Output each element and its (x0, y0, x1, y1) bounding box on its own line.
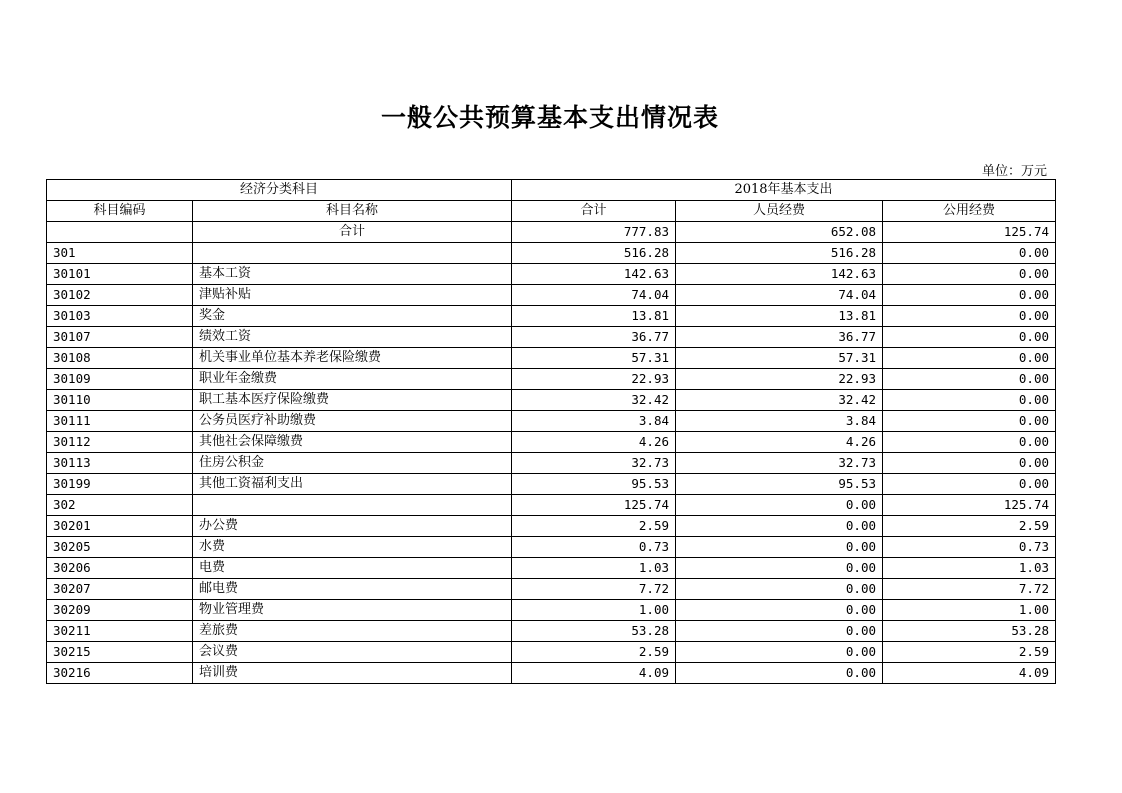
cell-public: 0.00 (883, 348, 1056, 369)
cell-public: 0.00 (883, 453, 1056, 474)
cell-public: 1.03 (883, 558, 1056, 579)
cell-code: 30206 (47, 558, 193, 579)
cell-personnel: 0.00 (676, 537, 883, 558)
cell-total: 57.31 (512, 348, 676, 369)
cell-name: 职业年金缴费 (193, 369, 512, 390)
cell-total: 142.63 (512, 264, 676, 285)
table-row (47, 495, 1056, 516)
cell-total: 125.74 (512, 495, 676, 516)
cell-name: 职工基本医疗保险缴费 (193, 390, 512, 411)
table-row (47, 516, 1056, 537)
header-group-row (47, 180, 1056, 201)
cell-code: 30101 (47, 264, 193, 285)
table-row (47, 411, 1056, 432)
total-row (47, 222, 1056, 243)
total-row-label: 合计 (193, 222, 512, 243)
cell-total: 0.73 (512, 537, 676, 558)
page-title: 一般公共预算基本支出情况表 (380, 103, 719, 132)
cell-code: 30211 (47, 621, 193, 642)
cell-personnel: 0.00 (676, 579, 883, 600)
table-row (47, 432, 1056, 453)
cell-personnel: 13.81 (676, 306, 883, 327)
cell-public: 0.00 (883, 306, 1056, 327)
cell-total: 74.04 (512, 285, 676, 306)
cell-public: 0.00 (883, 432, 1056, 453)
cell-name: 会议费 (193, 642, 512, 663)
table-row (47, 327, 1056, 348)
cell-public: 0.73 (883, 537, 1056, 558)
cell-name: 基本工资 (193, 264, 512, 285)
cell-public: 0.00 (883, 243, 1056, 264)
cell-public: 53.28 (883, 621, 1056, 642)
cell-name: 绩效工资 (193, 327, 512, 348)
cell-code: 30113 (47, 453, 193, 474)
cell-public: 2.59 (883, 642, 1056, 663)
cell-code: 30199 (47, 474, 193, 495)
cell-code: 301 (47, 243, 193, 264)
cell-total: 32.42 (512, 390, 676, 411)
header-public: 公用经费 (883, 201, 1056, 222)
cell-name: 奖金 (193, 306, 512, 327)
cell-code: 30215 (47, 642, 193, 663)
cell-name: 差旅费 (193, 621, 512, 642)
header-code: 科目编码 (47, 201, 193, 222)
table-row (47, 558, 1056, 579)
table-row (47, 642, 1056, 663)
cell-personnel: 95.53 (676, 474, 883, 495)
cell-public: 0.00 (883, 474, 1056, 495)
cell-code: 30108 (47, 348, 193, 369)
cell-name: 公务员医疗补助缴费 (193, 411, 512, 432)
cell-name: 住房公积金 (193, 453, 512, 474)
cell-code: 30103 (47, 306, 193, 327)
cell-public: 7.72 (883, 579, 1056, 600)
cell-public: 125.74 (883, 495, 1056, 516)
table-row (47, 285, 1056, 306)
cell-code: 30111 (47, 411, 193, 432)
cell-personnel: 74.04 (676, 285, 883, 306)
header-column-row (47, 201, 1056, 222)
cell-code: 30207 (47, 579, 193, 600)
cell-code: 30209 (47, 600, 193, 621)
header-2018-basic-expenditure: 2018年基本支出 (512, 180, 1056, 201)
table-row (47, 264, 1056, 285)
cell-name: 水费 (193, 537, 512, 558)
table-row (47, 537, 1056, 558)
table-row (47, 453, 1056, 474)
cell-code: 30205 (47, 537, 193, 558)
table-row (47, 663, 1056, 684)
table-row (47, 369, 1056, 390)
total-row-total: 777.83 (512, 222, 676, 243)
cell-personnel: 0.00 (676, 663, 883, 684)
header-total: 合计 (512, 201, 676, 222)
cell-name (193, 495, 512, 516)
cell-total: 7.72 (512, 579, 676, 600)
total-row-public: 125.74 (883, 222, 1056, 243)
cell-personnel: 0.00 (676, 600, 883, 621)
table-row (47, 243, 1056, 264)
cell-public: 0.00 (883, 264, 1056, 285)
cell-public: 0.00 (883, 411, 1056, 432)
cell-public: 0.00 (883, 369, 1056, 390)
cell-name: 机关事业单位基本养老保险缴费 (193, 348, 512, 369)
cell-public: 0.00 (883, 327, 1056, 348)
cell-personnel: 4.26 (676, 432, 883, 453)
cell-code: 30102 (47, 285, 193, 306)
cell-total: 32.73 (512, 453, 676, 474)
cell-personnel: 142.63 (676, 264, 883, 285)
cell-public: 0.00 (883, 390, 1056, 411)
cell-name: 其他社会保障缴费 (193, 432, 512, 453)
cell-total: 1.03 (512, 558, 676, 579)
cell-name: 其他工资福利支出 (193, 474, 512, 495)
cell-public: 1.00 (883, 600, 1056, 621)
cell-personnel: 0.00 (676, 495, 883, 516)
cell-total: 3.84 (512, 411, 676, 432)
cell-total: 4.09 (512, 663, 676, 684)
cell-personnel: 57.31 (676, 348, 883, 369)
budget-table (46, 179, 1056, 684)
table-row (47, 348, 1056, 369)
cell-personnel: 3.84 (676, 411, 883, 432)
cell-name: 邮电费 (193, 579, 512, 600)
cell-public: 4.09 (883, 663, 1056, 684)
cell-code: 30107 (47, 327, 193, 348)
cell-personnel: 32.42 (676, 390, 883, 411)
cell-personnel: 0.00 (676, 558, 883, 579)
cell-total: 2.59 (512, 642, 676, 663)
header-name: 科目名称 (193, 201, 512, 222)
cell-personnel: 36.77 (676, 327, 883, 348)
table-row (47, 390, 1056, 411)
cell-personnel: 0.00 (676, 642, 883, 663)
cell-total: 36.77 (512, 327, 676, 348)
cell-code: 30109 (47, 369, 193, 390)
cell-total: 2.59 (512, 516, 676, 537)
cell-name: 电费 (193, 558, 512, 579)
cell-total: 1.00 (512, 600, 676, 621)
cell-code: 30201 (47, 516, 193, 537)
unit-label: 单位：万元 (981, 164, 1047, 179)
table-body (47, 222, 1056, 684)
total-row-code (47, 222, 193, 243)
table-row (47, 621, 1056, 642)
cell-code: 302 (47, 495, 193, 516)
cell-personnel: 0.00 (676, 621, 883, 642)
cell-total: 53.28 (512, 621, 676, 642)
cell-name: 办公费 (193, 516, 512, 537)
cell-total: 13.81 (512, 306, 676, 327)
cell-total: 516.28 (512, 243, 676, 264)
cell-public: 2.59 (883, 516, 1056, 537)
total-row-personnel: 652.08 (676, 222, 883, 243)
cell-total: 4.26 (512, 432, 676, 453)
cell-name: 津贴补贴 (193, 285, 512, 306)
cell-code: 30110 (47, 390, 193, 411)
table-row (47, 600, 1056, 621)
header-personnel: 人员经费 (676, 201, 883, 222)
cell-name (193, 243, 512, 264)
cell-personnel: 0.00 (676, 516, 883, 537)
cell-code: 30112 (47, 432, 193, 453)
cell-total: 95.53 (512, 474, 676, 495)
header-economic-classification: 经济分类科目 (47, 180, 512, 201)
table-row (47, 474, 1056, 495)
cell-name: 培训费 (193, 663, 512, 684)
cell-personnel: 22.93 (676, 369, 883, 390)
cell-personnel: 516.28 (676, 243, 883, 264)
table-row (47, 306, 1056, 327)
cell-name: 物业管理费 (193, 600, 512, 621)
cell-personnel: 32.73 (676, 453, 883, 474)
table-row (47, 579, 1056, 600)
cell-public: 0.00 (883, 285, 1056, 306)
cell-total: 22.93 (512, 369, 676, 390)
cell-code: 30216 (47, 663, 193, 684)
